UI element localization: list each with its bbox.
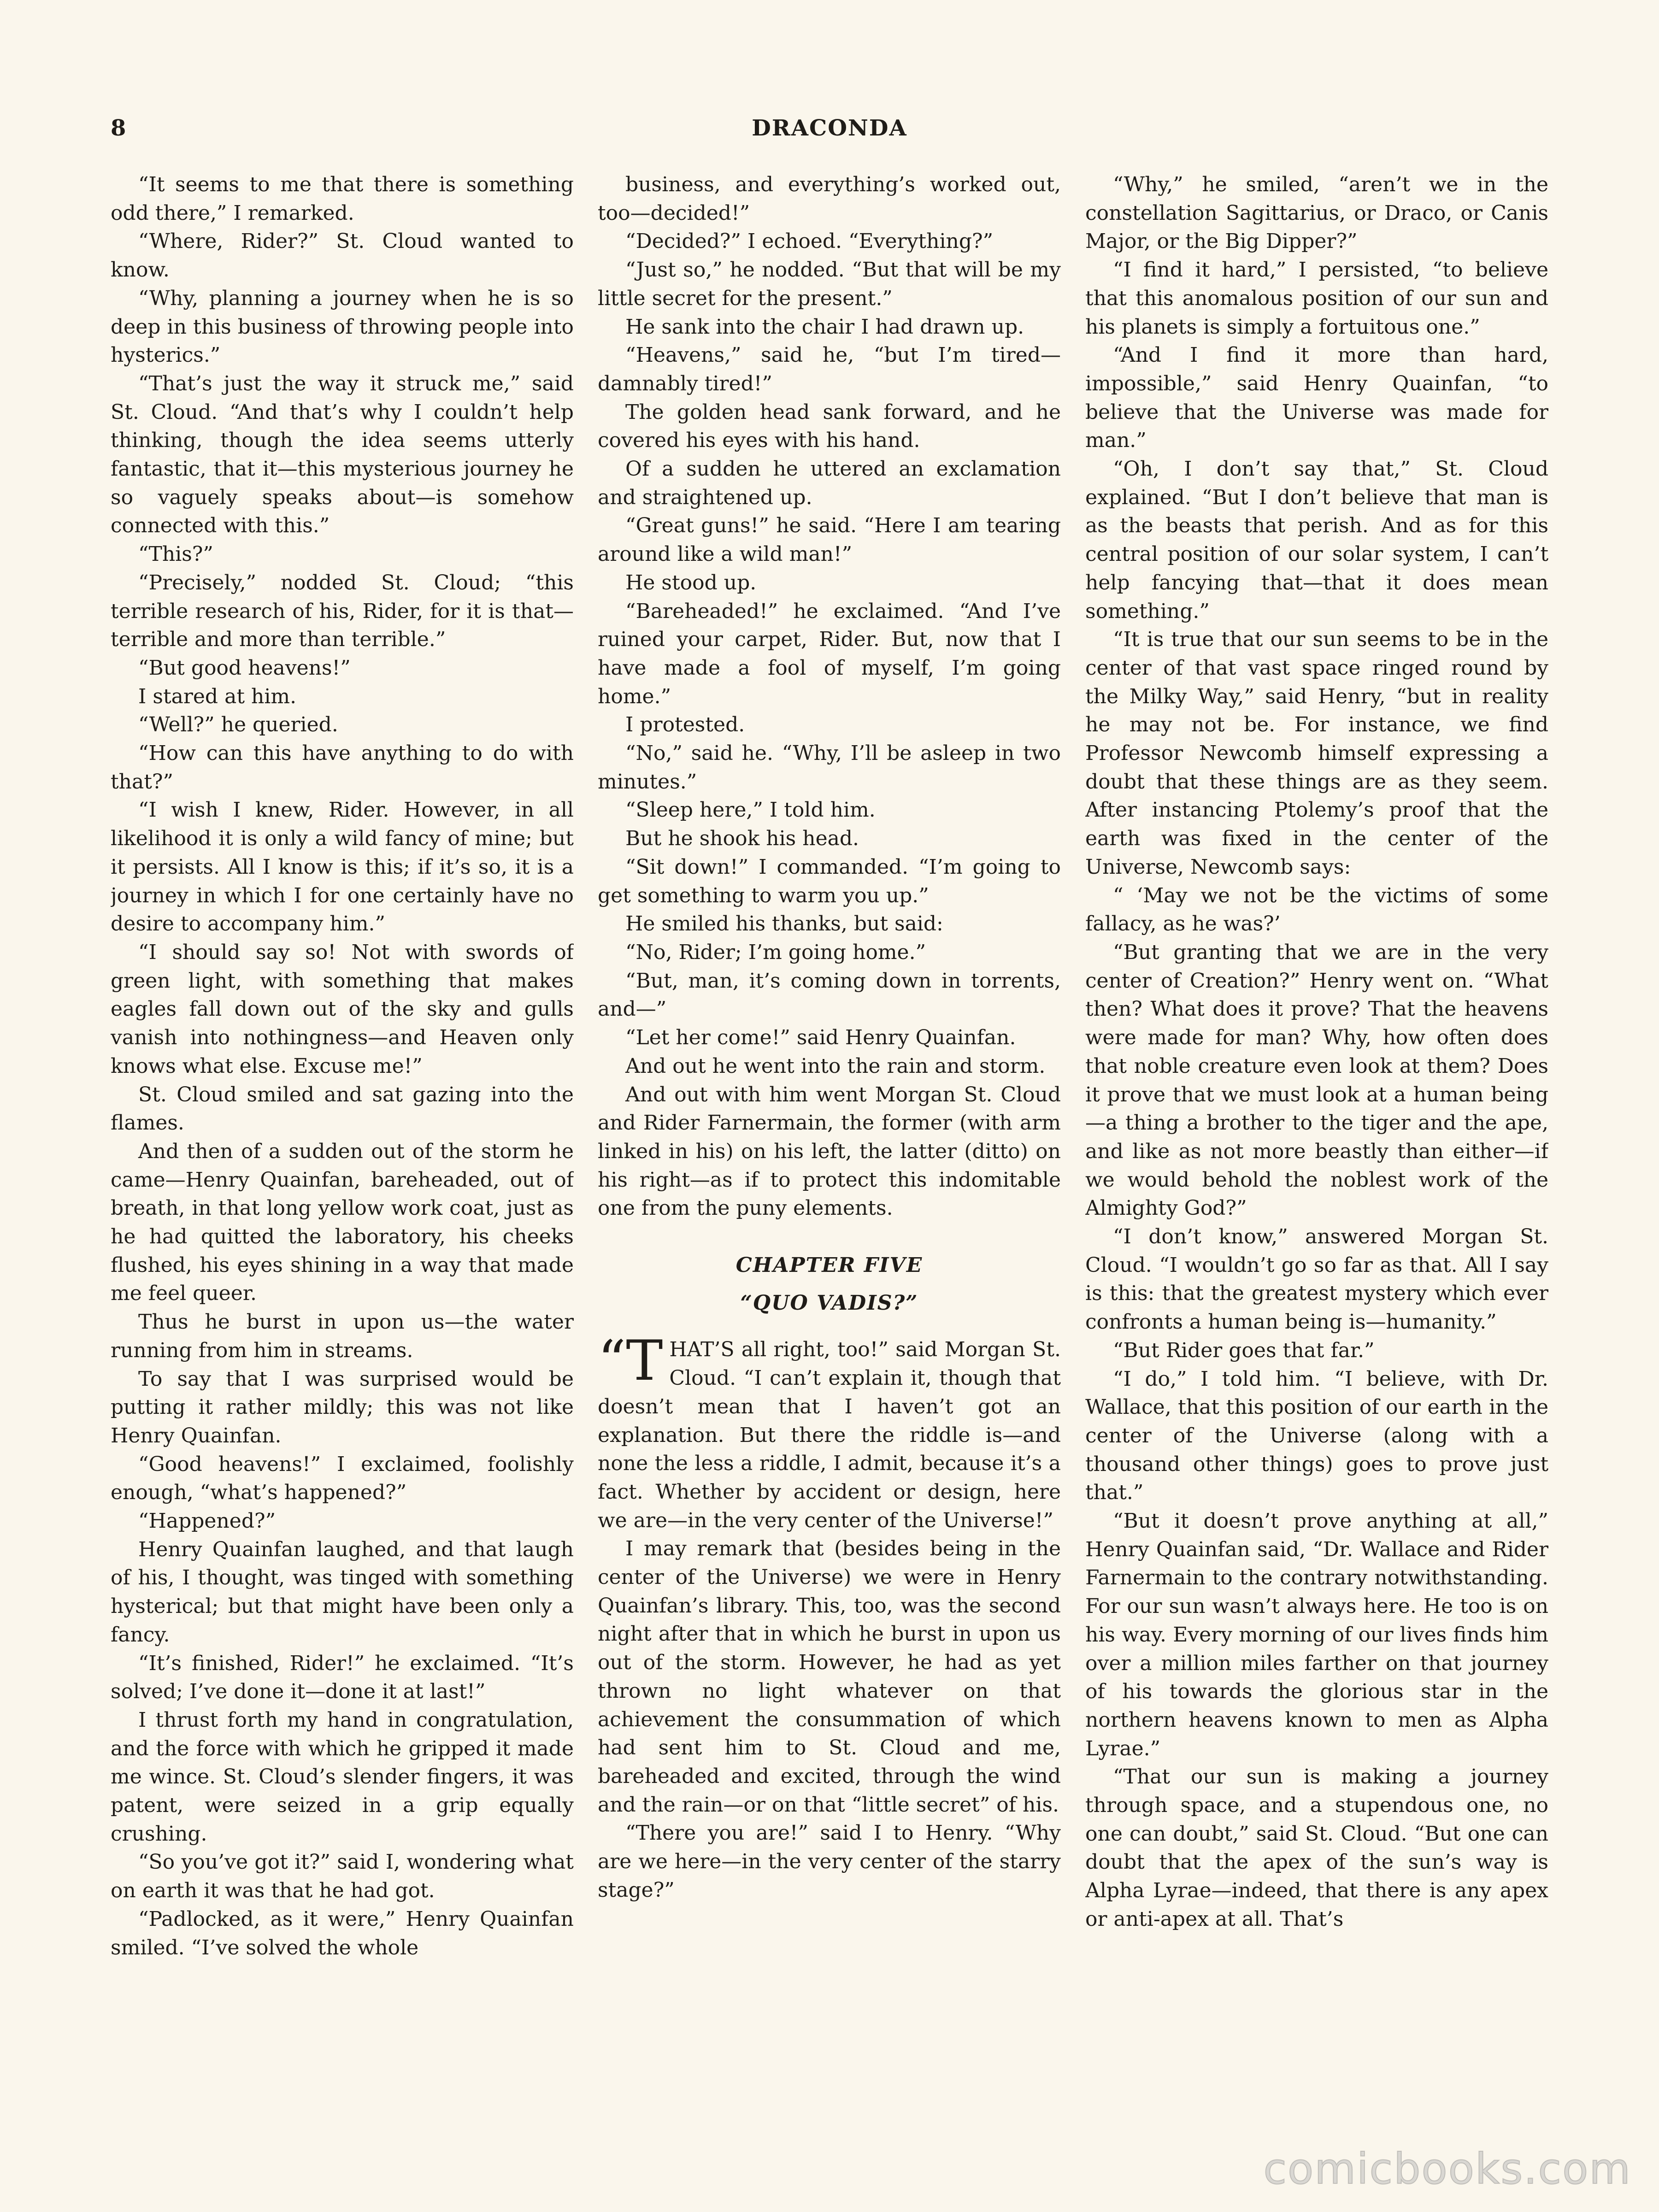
paragraph: And then of a sudden out of the storm he came—Henry Quainfan, bareheaded, out of breath, in that long yellow work coat, just as he had quitted the laboratory, his cheeks flushed, his eyes shining in a way that made me feel queer. (111, 1139, 574, 1306)
paragraph: “Precisely,” nodded St. Cloud; “this terrible research of his, Rider, for it is that—terrible and more than terrible.” (111, 571, 574, 652)
paragraph: I thrust forth my hand in congratulation, and the force with which he gripped it made me wince. St. Cloud’s slender fingers, it was patent, were seized in a grip equally crushing. (111, 1708, 574, 1846)
paragraph: “Let her come!” said Henry Quainfan. (625, 1026, 1016, 1050)
paragraph: “Happened?” (138, 1509, 276, 1533)
page-number: 8 (111, 115, 126, 141)
paragraph: “And I find it more than hard, impossible,” said Henry Quainfan, “to believe that the Universe was made for man.” (1085, 343, 1548, 453)
column-2-bottom (598, 1535, 1061, 1904)
paragraph: “Just so,” he nodded. “But that will be my little secret for the present.” (598, 258, 1061, 310)
paragraph: “Decided?” I echoed. “Everything?” (625, 229, 994, 253)
paragraph: “I should say so! Not with swords of green light, with something that makes eagles fall down out of the sky and gulls vanish into nothingness—and Heaven only knows what else. Excuse me!” (111, 940, 574, 1078)
column-2-top (598, 171, 1061, 1223)
paragraph: The golden head sank forward, and he covered his eyes with his hand. (598, 400, 1061, 453)
paragraph: “It’s finished, Rider!” he exclaimed. “It’s solved; I’ve done it—done it at last!” (111, 1651, 574, 1704)
paragraph: St. Cloud smiled and sat gazing into the flames. (111, 1082, 574, 1135)
paragraph: I stared at him. (138, 684, 297, 708)
paragraph: “Why,” he smiled, “aren’t we in the constellation Sagittarius, or Draco, or Canis Major, or the Big Dipper?” (1085, 173, 1548, 253)
column-2 (598, 171, 1061, 2069)
paragraph: And out with him went Morgan St. Cloud and Rider Farnermain, the former (with arm linked in his) on his left, the latter (ditto) on his right—as if to protect this indomitable one from the puny elements. (598, 1082, 1061, 1220)
paragraph: “I wish I knew, Rider. However, in all likelihood it is only a wild fancy of mine; but it persists. All I know is this; if it’s so, it is a journey in which I for one certainly have no desire to accompany him.” (111, 798, 574, 936)
paragraph: Of a sudden he uttered an exclamation and straightened up. (598, 457, 1061, 509)
opening-text: HAT’S all right, too!” said Morgan St. Cloud. “I can’t explain it, though that doesn’t mean that I haven’t got an explanation. But there the riddle is—and none the less a riddle, I admit, because it’s a fact. Whether by accident or design, here we are—in the very center of the Universe!” (598, 1338, 1061, 1532)
paragraph: “So you’ve got it?” said I, wondering what on earth it was that he had got. (111, 1850, 574, 1903)
paragraph: He smiled his thanks, but said: (625, 912, 943, 936)
paragraph: “Padlocked, as it were,” Henry Quainfan smiled. “I’ve solved the whole (111, 1907, 574, 1959)
paragraph: “Good heavens!” I exclaimed, foolishly enough, “what’s happened?” (111, 1452, 574, 1505)
column-1 (111, 171, 574, 2069)
chapter-opening-paragraph (598, 1329, 1061, 1535)
paragraph: “Well?” he queried. (138, 713, 338, 737)
paragraph: “But good heavens!” (138, 656, 351, 680)
paragraph: “There you are!” said I to Henry. “Why are we here—in the very center of the starry stage?” (598, 1821, 1061, 1902)
chapter-subtitle: “QUO VADIS?” (740, 1291, 918, 1315)
paragraph: “But Rider goes that far.” (1113, 1338, 1375, 1362)
paragraph: To say that I was surprised would be putting it rather mildly; this was not like Henry Quainfan. (111, 1367, 574, 1447)
paragraph: “It seems to me that there is something odd there,” I remarked. (111, 173, 574, 225)
page-header (111, 115, 1548, 161)
paragraph: “Why, planning a journey when he is so deep in this business of throwing people into hysterics.” (111, 286, 574, 367)
paragraph: I may remark that (besides being in the center of the Universe) we were in Henry Quainfan’s library. This, too, was the second night after that in which he burst in upon us out of the storm. However, he had as yet thrown no light whatever on that achievement the consummation of which had sent him to St. Cloud and me, bareheaded and excited, through the wind and the rain—or on that “little secret” of his. (598, 1537, 1061, 1817)
paragraph: “Great guns!” he said. “Here I am tearing around like a wild man!” (598, 514, 1061, 566)
paragraph: “I don’t know,” answered Morgan St. Cloud. “I wouldn’t go so far as that. All I say is this: that the greatest mystery which ever confronts a human being is—humanity.” (1085, 1225, 1548, 1334)
text-columns (111, 171, 1548, 2069)
paragraph: “But granting that we are in the very center of Creation?” Henry went on. “What then? What does it prove? That the heavens were made for man? Why, how often does that noble creature even look at them? Does it prove that we must look at a human being—a thing a brother to the tiger and the ape, and like as not more beastly than either—if we would behold the noblest work of the Almighty God?” (1085, 940, 1548, 1220)
paragraph: business, and everything’s worked out, too—decided!” (598, 173, 1061, 225)
paragraph: “I find it hard,” I persisted, “to believe that this anomalous position of our sun and his planets is simply a fortuitous one.” (1085, 258, 1548, 339)
paragraph: “That’s just the way it struck me,” said St. Cloud. “And that’s why I couldn’t help thinking, though the idea seems utterly fantastic, that it—this mysterious journey he so vaguely speaks about—is somehow connected with this.” (111, 371, 574, 538)
paragraph: Henry Quainfan laughed, and that laugh of his, I thought, was tinged with something hysterical; but that might have been only a fancy. (111, 1537, 574, 1647)
paragraph: “That our sun is making a journey through space, and a stupendous one, no one can doubt,” said St. Cloud. “But one can doubt that the apex of the sun’s way is Alpha Lyrae—indeed, that there is any apex or anti-apex at all. That’s (1085, 1765, 1548, 1931)
paragraph: “Sit down!” I commanded. “I’m going to get something to warm you up.” (598, 855, 1061, 907)
paragraph: “How can this have anything to do with that?” (111, 741, 574, 794)
paragraph: “No,” said he. “Why, I’ll be asleep in two minutes.” (598, 741, 1061, 794)
paragraph: “I do,” I told him. “I believe, with Dr. Wallace, that this position of our earth in the center of the Universe (along with a thousand other things) goes to prove just that.” (1085, 1367, 1548, 1505)
watermark-logo: comicbooks.com (1263, 2144, 1631, 2194)
paragraph: “Sleep here,” I told him. (625, 798, 876, 822)
paragraph: “Bareheaded!” he exclaimed. “And I’ve ruined your carpet, Rider. But, now that I have made a fool of myself, I’m going home.” (598, 599, 1061, 708)
column-3 (1085, 171, 1548, 2069)
paragraph: “Oh, I don’t say that,” St. Cloud explained. “But I don’t believe that man is as the beasts that perish. And as for this central position of our solar system, I can’t help fancying that—that it does mean something.” (1085, 457, 1548, 623)
running-title: DRACONDA (752, 115, 907, 141)
paragraph: “It is true that our sun seems to be in the center of that vast space ringed round by the Milky Way,” said Henry, “but in reality he may not be. For instance, we find Professor Newcomb himself expressing a doubt that these things are as they seem. After instancing Ptolemy’s proof that the earth was fixed in the center of the Universe, Newcomb says: (1085, 628, 1548, 879)
paragraph: “No, Rider; I’m going home.” (625, 940, 926, 964)
paragraph: Thus he burst in upon us—the water running from him in streams. (111, 1310, 574, 1362)
paragraph: “But, man, it’s coming down in torrents, and—” (598, 969, 1061, 1021)
paragraph: He stood up. (625, 571, 757, 594)
paragraph: “Heavens,” said he, “but I’m tired—damnably tired!” (598, 343, 1061, 395)
paragraph: “This?” (138, 542, 213, 566)
paragraph: “ ‘May we not be the victims of some fallacy, as he was?’ (1085, 883, 1548, 936)
paragraph: He sank into the chair I had drawn up. (625, 315, 1024, 339)
paragraph: I protested. (625, 713, 745, 737)
paragraph: “Where, Rider?” St. Cloud wanted to know. (111, 229, 574, 282)
chapter-title: CHAPTER FIVE (735, 1253, 923, 1277)
paragraph: “But it doesn’t prove anything at all,” Henry Quainfan said, “Dr. Wallace and Rider Farnermain to the contrary notwithstanding. For our sun wasn’t always here. He too is on his way. Every morning of our lives finds him over a million miles farther on that journey of his towards the glorious star in the northern heavens known to men as Alpha Lyrae.” (1085, 1509, 1548, 1760)
paragraph: But he shook his head. (625, 827, 859, 851)
drop-cap: “T (598, 1329, 663, 1394)
paragraph: And out he went into the rain and storm. (625, 1054, 1046, 1078)
